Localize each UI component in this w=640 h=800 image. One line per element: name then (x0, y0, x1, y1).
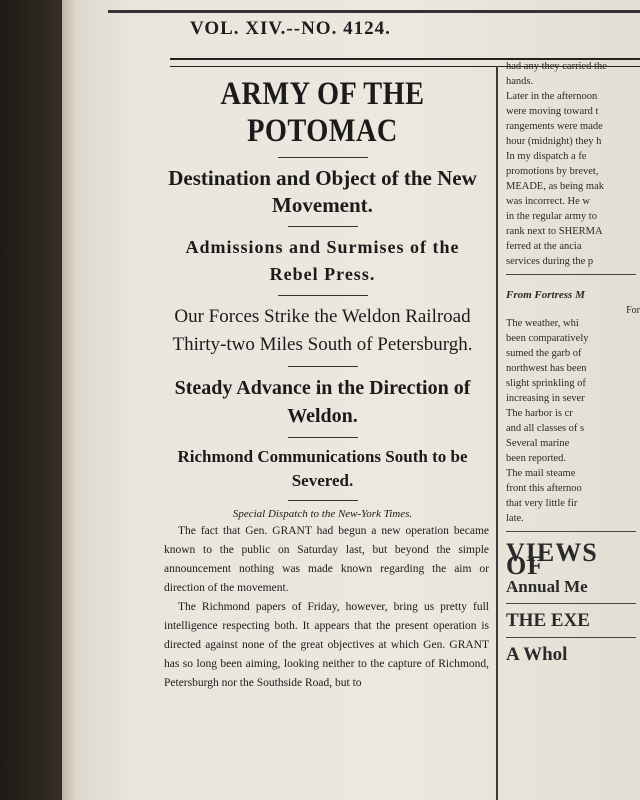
side-headline-annual: Annual Me (506, 577, 588, 596)
separator (278, 157, 368, 158)
side-line: late. (506, 513, 524, 524)
separator (288, 500, 358, 501)
side-line: Later in the afternoon (506, 91, 598, 102)
main-article-column (150, 66, 495, 800)
separator (278, 295, 368, 296)
side-line: that very little fir (506, 498, 578, 509)
side-lines-bottom (506, 317, 640, 525)
separator (288, 437, 358, 438)
masthead-rule (108, 10, 640, 13)
side-line: The mail steame (506, 468, 576, 479)
side-rule (506, 603, 636, 604)
side-line: The weather, whi (506, 318, 579, 329)
volume-number: VOL. XIV.--NO. 4124. (190, 18, 391, 39)
side-rule (506, 274, 636, 275)
side-line: ferred at the ancia (506, 241, 582, 252)
paragraph: The fact that Gen. GRANT had begun a new operation became known to the public on Saturday last, but beyond the simple announcement nothing was made known regarding the aim or direction of the movement. (164, 525, 489, 594)
article-body (150, 522, 495, 693)
dateline: Special Dispatch to the New-York Times. (232, 508, 413, 520)
side-headline-exe: THE EXE (506, 610, 590, 631)
side-headline-whole: A Whol (506, 644, 568, 665)
side-line: front this afternoo (506, 483, 582, 494)
side-lines-top (506, 60, 640, 268)
side-line: The harbor is cr (506, 408, 573, 419)
paragraph: The Richmond papers of Friday, however, bring us pretty full intelligence respecting both. It appears that the present operation is directed against none of the great objectives at which Gen. GRANT has so long been aiming, looking neither to the capture of Richmond, Petersburgh nor the Southside Road, but to (164, 601, 489, 689)
page-fold-edge (62, 0, 76, 800)
side-line: rank next to SHERMA (506, 226, 603, 237)
side-line: slight sprinkling of (506, 378, 586, 389)
side-line: were moving toward t (506, 106, 599, 117)
side-line: Several marine (506, 438, 570, 449)
side-line: promotions by brevet, (506, 166, 599, 177)
deck-steady-advance: Steady Advance in the Direction of Weldon. (174, 377, 471, 427)
side-line: and all classes of s (506, 423, 585, 434)
deck-weldon-railroad: Our Forces Strike the Weldon Railroad Thirty-two Miles South of Petersburgh. (172, 306, 473, 355)
side-line: was incorrect. He w (506, 196, 590, 207)
side-line: MEADE, as being mak (506, 181, 604, 192)
deck-rebel-press: Admissions and Surmises of the Rebel Press. (185, 237, 460, 284)
side-subhead-b: For (626, 305, 640, 316)
side-line: hands. (506, 76, 534, 87)
deck-richmond-communications: Richmond Communications South to be Severed. (177, 447, 468, 490)
side-subhead: From Fortress M (506, 289, 585, 301)
side-line: in the regular army to (506, 211, 597, 222)
side-line: had any they carried the (506, 61, 607, 72)
side-line: rangements were made (506, 121, 603, 132)
side-line: increasing in sever (506, 393, 585, 404)
separator (288, 366, 358, 367)
side-headline-views: VIEWS OF (506, 538, 598, 580)
side-line: been reported. (506, 453, 567, 464)
column-rule (496, 66, 498, 800)
side-line: hour (midnight) they h (506, 136, 602, 147)
adjacent-column (506, 60, 640, 800)
side-rule (506, 531, 636, 532)
side-line: been comparatively (506, 333, 589, 344)
article-headline: ARMY OF THE POTOMAC (220, 76, 425, 149)
separator (288, 226, 358, 227)
binding-spine (0, 0, 70, 800)
side-line: sumed the garb of (506, 348, 582, 359)
side-line: services during the p (506, 256, 594, 267)
deck-destination: Destination and Object of the New Movement. (168, 166, 477, 217)
side-rule (506, 637, 636, 638)
side-line: northwest has been (506, 363, 587, 374)
side-line: In my dispatch a fe (506, 151, 587, 162)
